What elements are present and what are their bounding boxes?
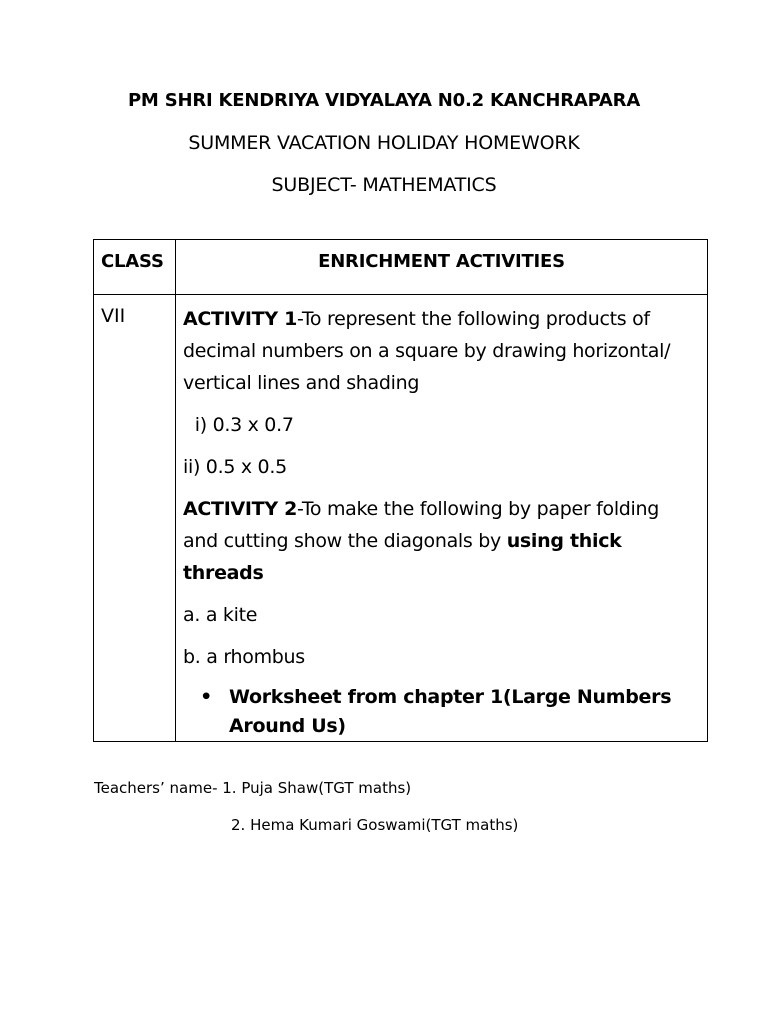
activity-2-label: ACTIVITY 2 — [183, 498, 298, 520]
teachers-name-line: Teachers’ name- 1. Puja Shaw(TGT maths) — [94, 779, 412, 797]
activities-cell — [176, 295, 708, 742]
homework-title: SUMMER VACATION HOLIDAY HOMEWORK — [188, 132, 580, 154]
activity-1-text: -To represent the following products of decimal numbers on a square by drawing horizontal/ vertical lines and shading — [183, 308, 671, 394]
table-header-row — [94, 240, 708, 295]
activity-1-item: ii) 0.5 x 0.5 — [183, 456, 287, 478]
activity-2-text: -To make the following by paper folding and cutting show the diagonals by — [183, 498, 660, 552]
activity-2-item: b. a rhombus — [183, 646, 305, 668]
activity-2-item: a. a kite — [183, 604, 258, 626]
bullet-icon: • — [200, 686, 212, 708]
activity-1-item: i) 0.3 x 0.7 — [189, 414, 294, 436]
activity-2-bold-tail: using thick threads — [183, 530, 622, 584]
activities-column-header: ENRICHMENT ACTIVITIES — [176, 240, 708, 295]
activity-1-label: ACTIVITY 1 — [183, 308, 298, 330]
teacher-2-name: 2. Hema Kumari Goswami(TGT maths) — [231, 816, 519, 834]
class-column-header: CLASS — [94, 240, 176, 295]
class-value: VII — [94, 295, 176, 742]
subject-line: SUBJECT- MATHEMATICS — [271, 174, 497, 196]
activity-2 — [183, 493, 693, 589]
school-name: PM SHRI KENDRIYA VIDYALAYA N0.2 KANCHRAPARA — [127, 90, 641, 111]
activity-1 — [183, 303, 693, 399]
worksheet-text: Worksheet from chapter 1(Large Numbers Around Us) — [229, 686, 672, 737]
worksheet-bullet — [183, 683, 693, 741]
homework-table — [93, 239, 708, 742]
table-row — [94, 295, 708, 742]
